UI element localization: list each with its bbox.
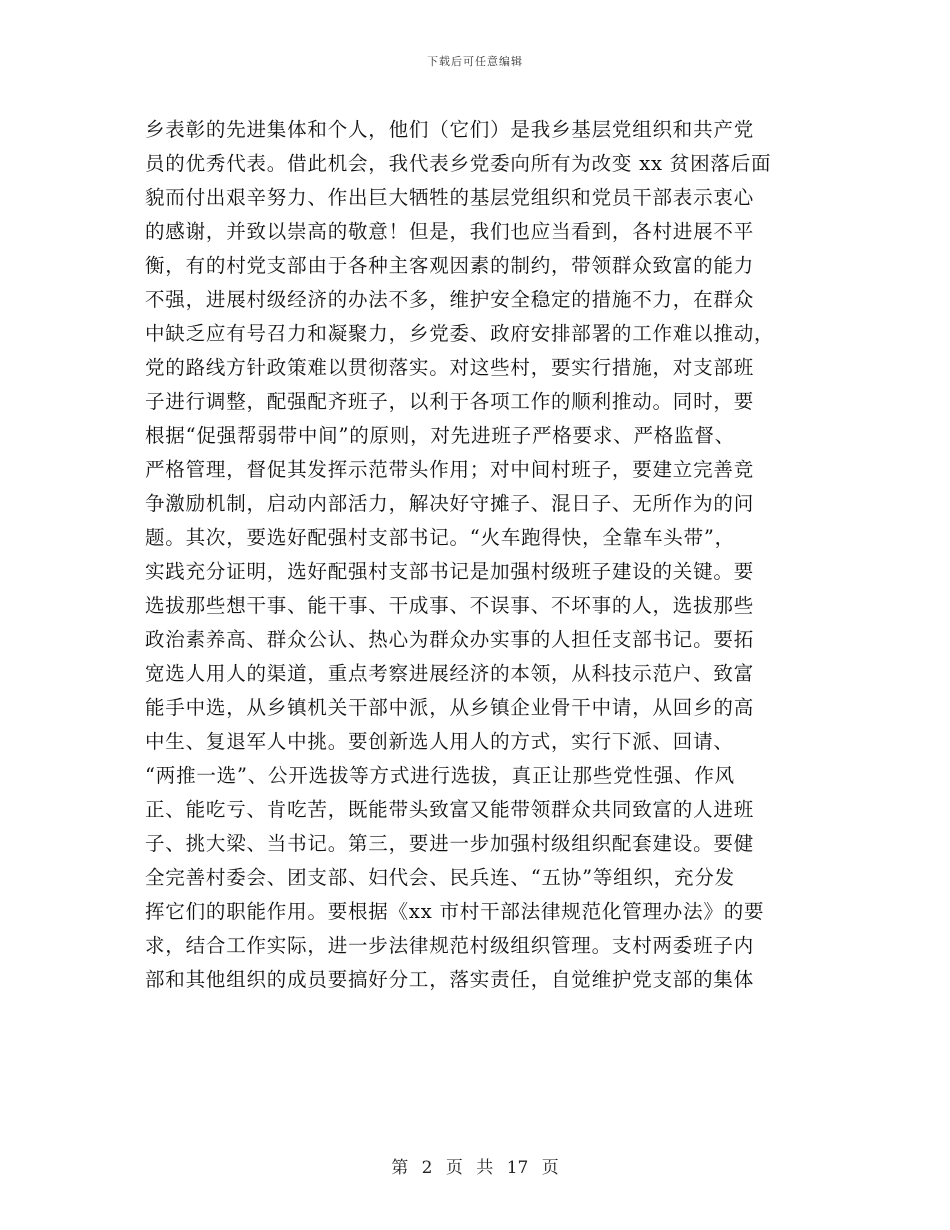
text-line: 实践充分证明，选好配强村支部书记是加强村级班子建设的关键。要 — [145, 560, 755, 583]
page-number-footer: 第 2 页 共 17 页 — [391, 1158, 559, 1178]
text-line: 部和其他组织的成员要搞好分工，落实责任，自觉维护党支部的集体 — [145, 968, 755, 991]
text-line: 全完善村委会、团支部、妇代会、民兵连、“五协”等组织，充分发 — [145, 866, 735, 889]
text-line: 党的路线方针政策难以贯彻落实。对这些村，要实行措施，对支部班 — [145, 356, 755, 379]
text-line: 争激励机制，启动内部活力，解决好守摊子、混日子、无所作为的问 — [145, 492, 755, 515]
text-line: 子、挑大梁、当书记。第三，要进一步加强村级组织配套建设。要健 — [145, 832, 755, 855]
text-line: 题。其次，要选好配强村支部书记。“火车跑得快，全靠车头带”， — [145, 526, 735, 549]
text-line: 严格管理，督促其发挥示范带头作用；对中间村班子，要建立完善竞 — [145, 458, 755, 481]
text-line: 求，结合工作实际，进一步法律规范村级组织管理。支村两委班子内 — [145, 934, 755, 957]
text-line: 员的优秀代表。借此机会，我代表乡党委向所有为改变 xx 贫困落后面 — [145, 152, 772, 175]
text-line: 子进行调整，配强配齐班子，以利于各项工作的顺利推动。同时，要 — [145, 390, 755, 413]
text-line: 不强，进展村级经济的办法不多，维护安全稳定的措施不力，在群众 — [145, 288, 755, 311]
text-line: 的感谢，并致以崇高的敬意！但是，我们也应当看到，各村进展不平 — [145, 220, 755, 243]
text-line: 选拔那些想干事、能干事、干成事、不误事、不坏事的人，选拔那些 — [145, 594, 755, 617]
text-line: 乡表彰的先进集体和个人，他们（它们）是我乡基层党组织和共产党 — [145, 118, 755, 141]
text-line: 政治素养高、群众公认、热心为群众办实事的人担任支部书记。要拓 — [145, 628, 755, 651]
page-header: 下载后可任意编辑 — [427, 55, 523, 68]
text-line: 根据“促强帮弱带中间”的原则，对先进班子严格要求、严格监督、 — [145, 424, 735, 447]
text-line: 貌而付出艰辛努力、作出巨大牺牲的基层党组织和党员干部表示衷心 — [145, 186, 755, 209]
text-line: 衡，有的村党支部由于各种主客观因素的制约，带领群众致富的能力 — [145, 254, 755, 277]
body-text — [145, 113, 815, 997]
text-line: 能手中选，从乡镇机关干部中派，从乡镇企业骨干中请，从回乡的高 — [145, 696, 755, 719]
text-line: 正、能吃亏、肯吃苦，既能带头致富又能带领群众共同致富的人进班 — [145, 798, 755, 821]
text-line: 挥它们的职能作用。要根据《xx 市村干部法律规范化管理办法》的要 — [145, 900, 765, 923]
text-line: 中生、复退军人中挑。要创新选人用人的方式，实行下派、回请、 — [145, 730, 734, 753]
text-line: 中缺乏应有号召力和凝聚力，乡党委、政府安排部署的工作难以推动， — [145, 322, 775, 345]
text-line: “两推一选”、公开选拔等方式进行选拔，真正让那些党性强、作风 — [145, 764, 735, 787]
text-line: 宽选人用人的渠道，重点考察进展经济的本领，从科技示范户、致富 — [145, 662, 755, 685]
